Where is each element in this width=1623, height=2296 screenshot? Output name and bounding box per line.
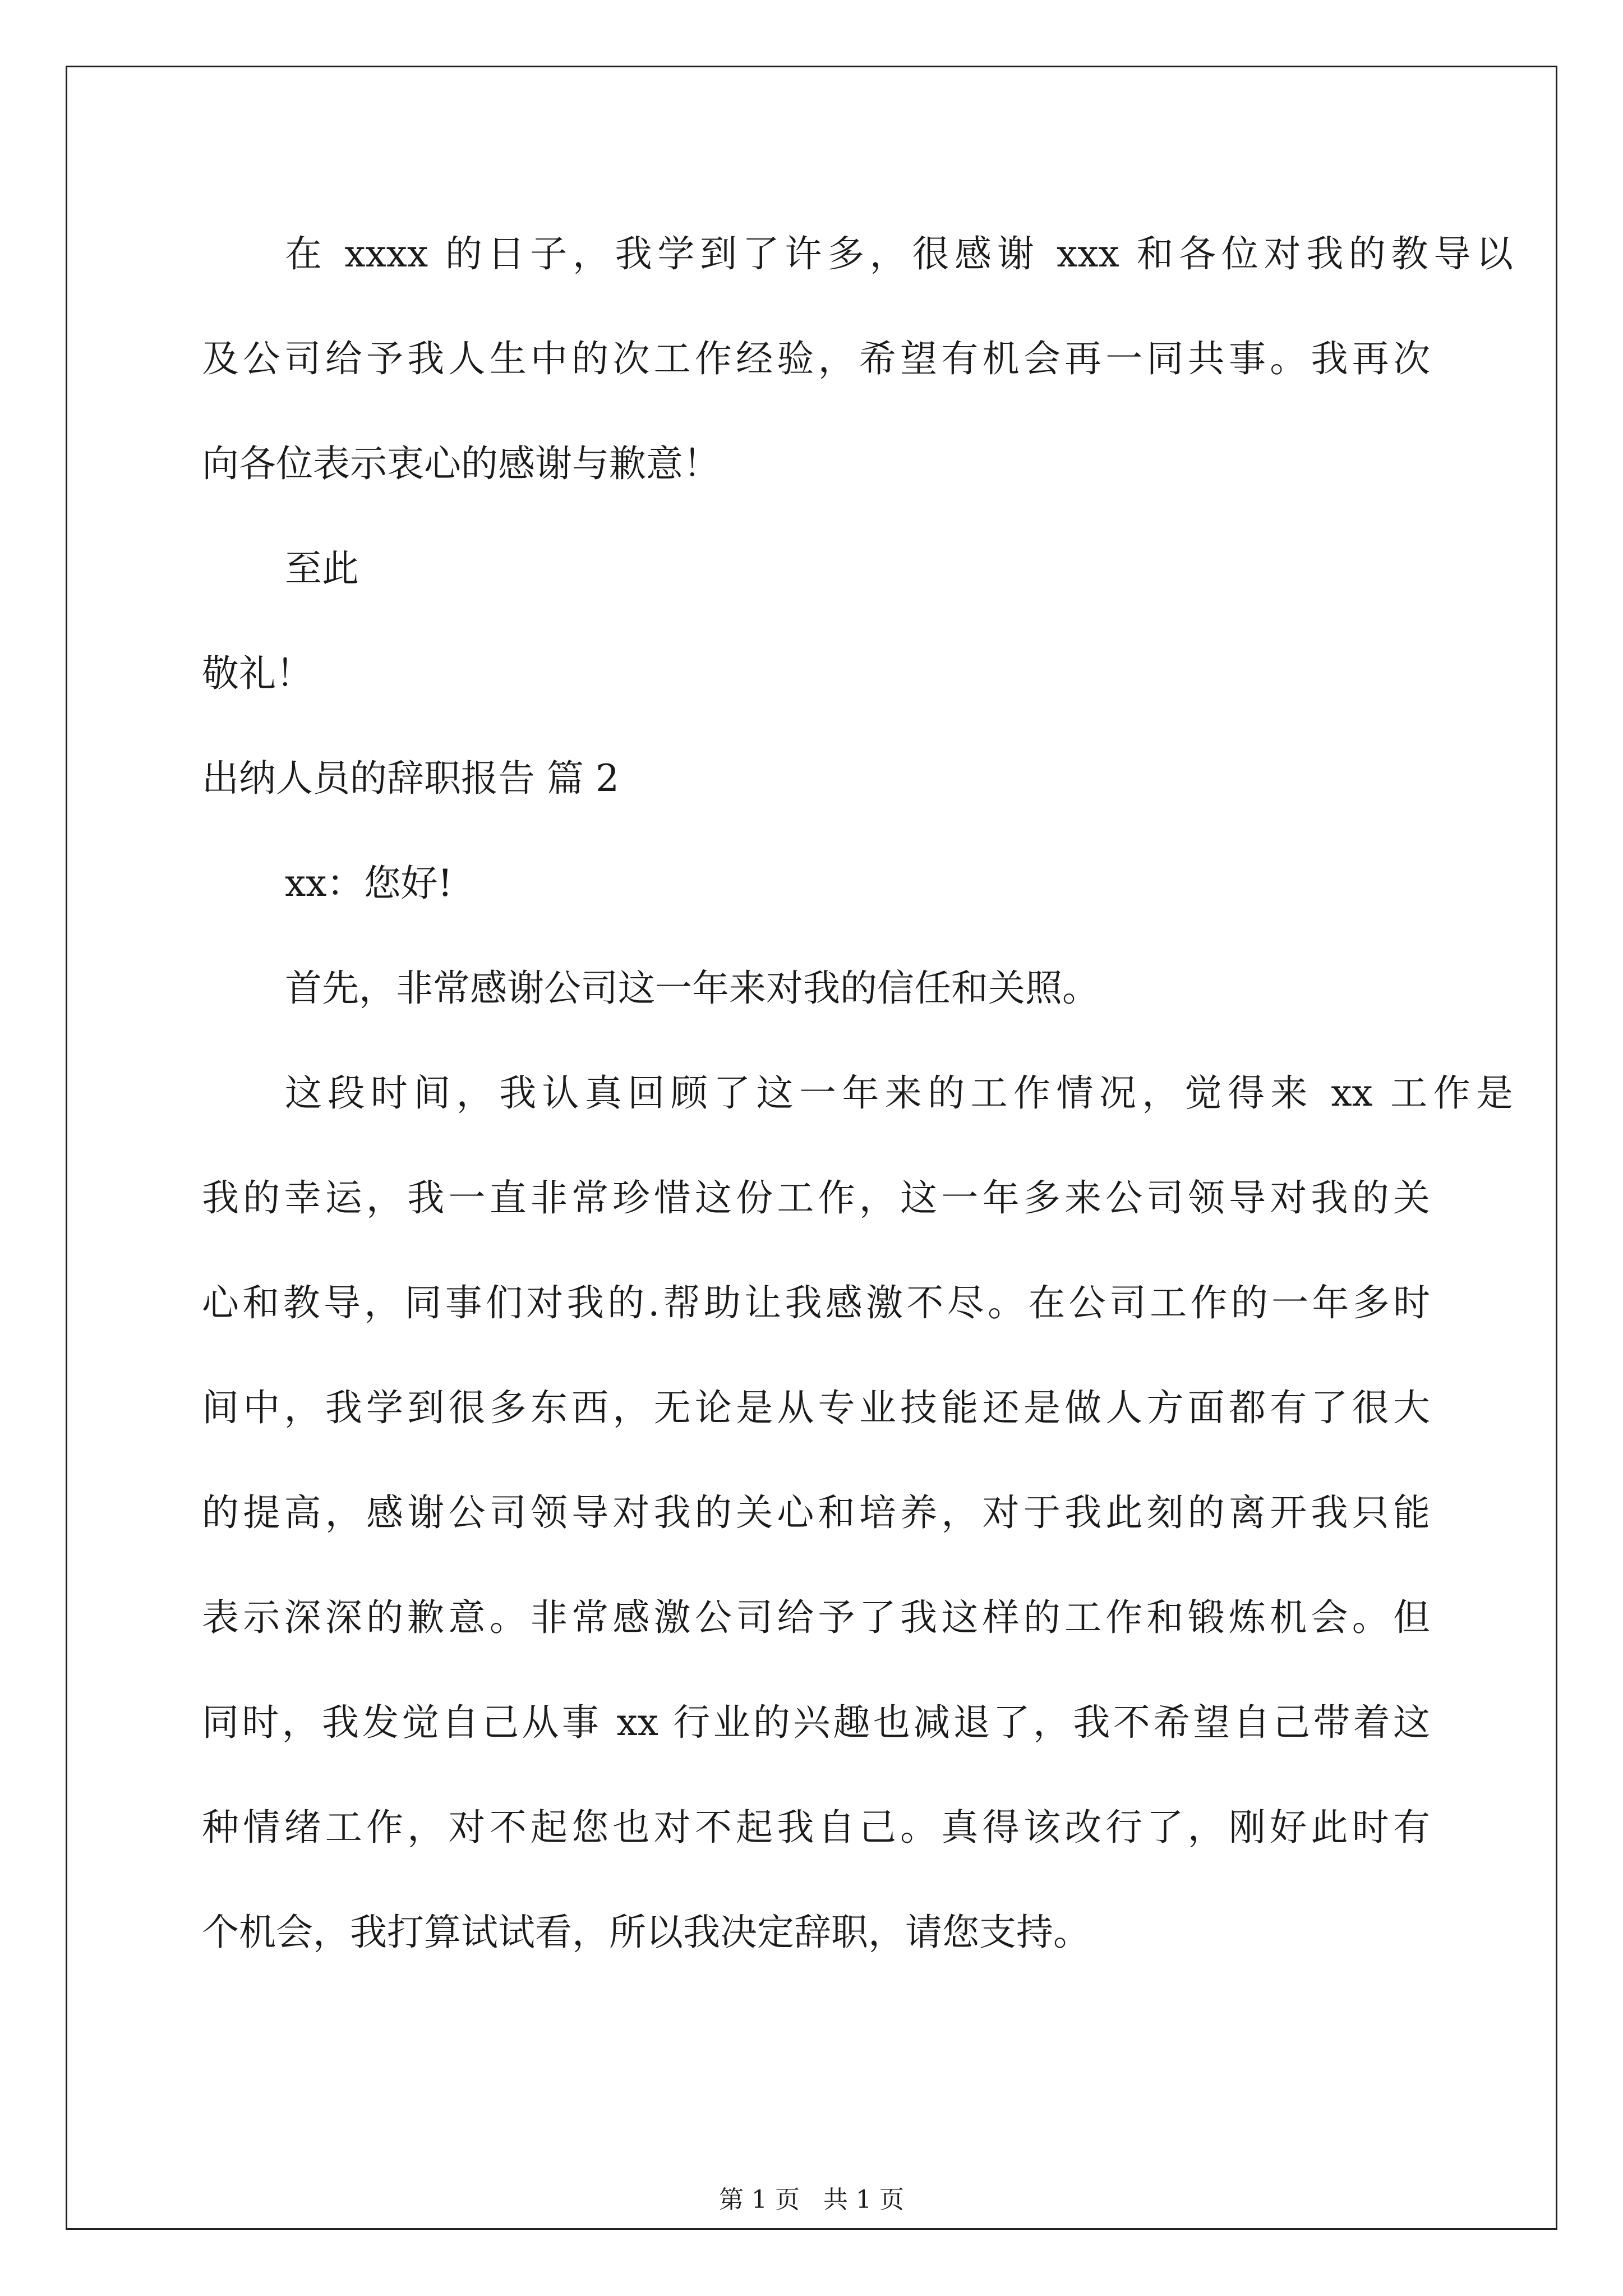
paragraph-line: 首先，非常感谢公司这一年来对我的信任和关照。 <box>285 967 1099 1010</box>
greeting: xx：您好! <box>285 862 453 905</box>
section-heading: 出纳人员的辞职报告 篇 2 <box>202 757 619 800</box>
page-number-footer: 第 1 页 共 1 页 <box>719 2185 904 2214</box>
paragraph-line: 种情绪工作，对不起您也对不起我自己。真得该改行了，刚好此时有 <box>202 1806 1430 1849</box>
paragraph-line: 向各位表示衷心的感谢与歉意！ <box>202 442 720 485</box>
paragraph-line: 个机会，我打算试试看，所以我决定辞职，请您支持。 <box>202 1911 1090 1954</box>
paragraph-line: 表示深深的歉意。非常感激公司给予了我这样的工作和锻炼机会。但 <box>202 1596 1430 1639</box>
page-border <box>66 66 1557 2230</box>
paragraph-line: 我的幸运，我一直非常珍惜这份工作，这一年多来公司领导对我的关 <box>202 1176 1430 1220</box>
closing-phrase: 至此 <box>285 547 359 590</box>
paragraph-line: 在 xxxx 的日子，我学到了许多，很感谢 xxx 和各位对我的教导以 <box>285 232 1513 275</box>
paragraph-line: 心和教导，同事们对我的.帮助让我感激不尽。在公司工作的一年多时 <box>202 1281 1430 1324</box>
salutation-closing: 敬礼！ <box>202 652 313 695</box>
paragraph-line: 这段时间，我认真回顾了这一年来的工作情况，觉得来 xx 工作是 <box>285 1071 1513 1115</box>
paragraph-line: 同时，我发觉自己从事 xx 行业的兴趣也减退了，我不希望自己带着这 <box>202 1701 1430 1744</box>
paragraph-line: 及公司给予我人生中的次工作经验，希望有机会再一同共事。我再次 <box>202 337 1430 380</box>
paragraph-line: 的提高，感谢公司领导对我的关心和培养，对于我此刻的离开我只能 <box>202 1491 1430 1534</box>
paragraph-line: 间中，我学到很多东西，无论是从专业技能还是做人方面都有了很大 <box>202 1386 1430 1429</box>
